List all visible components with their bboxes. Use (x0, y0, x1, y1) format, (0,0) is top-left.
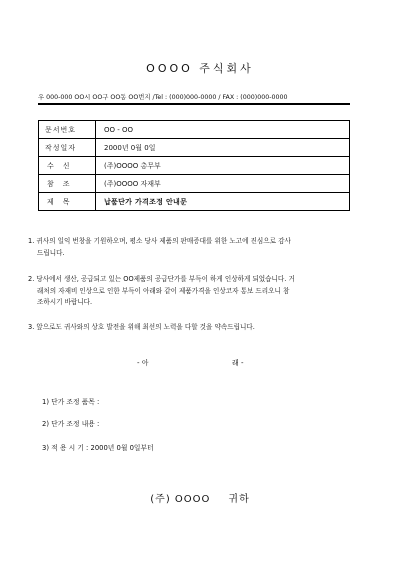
document-info-table (38, 120, 350, 211)
info-row-recipient (39, 157, 350, 175)
info-label-doc-number: 문서번호 (39, 121, 96, 139)
info-row-subject (39, 193, 350, 211)
info-row-doc-number (39, 121, 350, 139)
paragraph-line: 1. 귀사의 일익 번창을 기원하오며, 평소 당사 제품의 판매증대를 위한 노고에 진심으로 감사 (28, 237, 291, 245)
item-adjusted-products: 1) 단가 조정 품목 : (42, 398, 100, 406)
address-line: 우 000-000 OO시 OO구 OO동 OO번지 /Tel : (000)000-0000 / FAX : (000)000-0000 (38, 92, 350, 105)
item-adjustment-details: 2) 단가 조정 내용 : (42, 420, 100, 428)
item-effective-date: 3) 적 용 시 기 : 2000년 0월 0일부터 (42, 444, 154, 452)
document-title: OOOO 주식회사 (146, 62, 254, 75)
paragraph-line: 드립니다. (37, 248, 65, 257)
info-label-date: 작성일자 (39, 139, 96, 157)
closing-suffix: 귀하 (228, 494, 250, 505)
paragraph-line: 래처의 자재비 인상으로 인한 부득이 아래와 같이 제품가격을 인상코자 통보 드리오니 참 (37, 286, 290, 295)
paragraph-line: 3. 앞으로도 귀사와의 상호 발전을 위해 최선의 노력을 다할 것을 약속드립니다. (28, 323, 255, 331)
paragraph-line: 조하시기 바랍니다. (37, 298, 93, 306)
info-value-doc-number: OO - OO (96, 121, 350, 139)
info-label-subject: 제목 (39, 193, 96, 211)
below-heading-left: - 아 (137, 359, 149, 367)
paragraph-2 (28, 274, 348, 309)
info-label-recipient: 수신 (39, 157, 96, 175)
info-row-date (39, 139, 350, 157)
paragraph-3 (28, 322, 348, 334)
info-value-reference: (주)OOOO 자재부 (96, 175, 350, 193)
closing-line (0, 490, 400, 505)
closing-company: (주) OOOO (150, 494, 211, 505)
info-row-reference (39, 175, 350, 193)
paragraph-1 (28, 236, 348, 259)
info-value-subject: 납품단가 가격조정 안내문 (96, 193, 350, 211)
below-heading-right: 래 - (232, 359, 244, 367)
info-value-recipient: (주)OOOO 총무부 (96, 157, 350, 175)
paragraph-line: 2. 당사에서 생산, 공급되고 있는 OO제품의 공급단가를 부득이 하게 인상하게 되었습니다. 거 (28, 275, 295, 283)
info-value-date: 2000년 0월 0일 (96, 139, 350, 157)
info-label-reference: 참조 (39, 175, 96, 193)
